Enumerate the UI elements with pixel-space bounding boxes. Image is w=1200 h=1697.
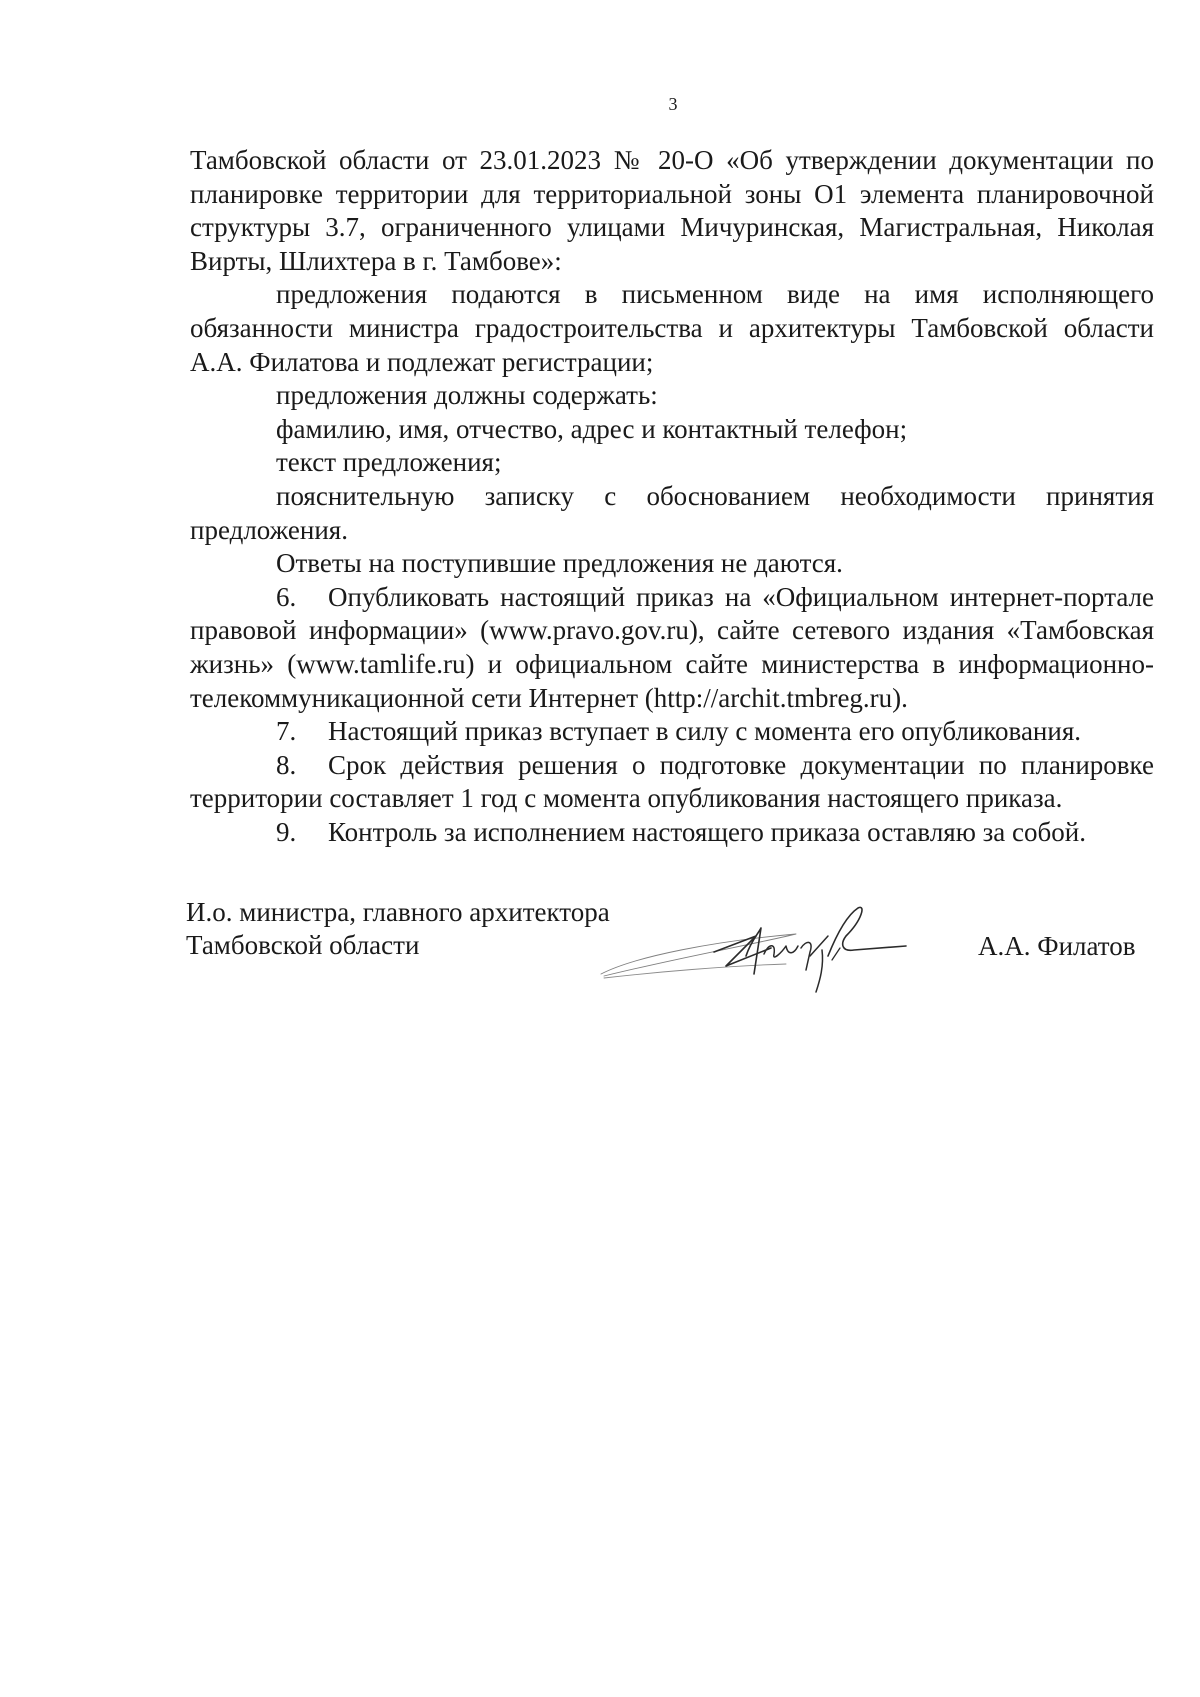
signatory-title-line-1: И.о. министра, главного архитектора — [186, 897, 610, 927]
signature-block — [186, 896, 1166, 962]
item-text: Срок действия решения о подготовке документации по планировке территории составляет 1 год с момента опубликования настоящего приказа. — [190, 749, 1154, 814]
paragraph-no-replies: Ответы на поступившие предложения не даются. — [276, 548, 843, 579]
item-text: Контроль за исполнением настоящего приказа оставляю за собой. — [328, 816, 1086, 847]
paragraph-text: текст предложения; — [276, 447, 502, 478]
item-number: 6. — [276, 581, 297, 612]
item-number: 8. — [276, 749, 297, 780]
paragraph-submission: предложения подаются в письменном виде на имя исполняющего обязанности министра градостроительства и архитектуры Тамбовской области А.А. Филатова и подлежат регистрации; — [190, 279, 1154, 377]
item-text: Опубликовать настоящий приказ на «Официальном интернет-портале правовой информации» (www.pravo.gov.ru), сайте сетевого издания «Тамбовская жизнь» (www.tamlife.ru) и официальном сайте министерства в информационно-телекоммуникационной сети Интернет (http://archit.tmbreg.ru). — [190, 581, 1154, 713]
handwritten-signature — [596, 896, 926, 996]
page-number: 3 — [668, 94, 678, 114]
signatory-title-line-2: Тамбовской области — [186, 930, 420, 960]
item-text: Настоящий приказ вступает в силу с момента его опубликования. — [328, 716, 1081, 747]
paragraph-explanatory-note: пояснительную записку с обоснованием необходимости принятия предложения. — [190, 480, 1154, 545]
list-item-7 — [190, 715, 1154, 749]
list-item-8 — [190, 749, 1154, 816]
intro-paragraph: Тамбовской области от 23.01.2023 № 20-О «Об утверждении документации по планировке территории для территориальной зоны О1 элемента планировочной структуры 3.7, ограниченного улицами Мичуринская, Магистральная, Николая Вирты, Шлихтера в г. Тамбове»: — [190, 145, 1154, 276]
list-item-9 — [190, 816, 1154, 850]
paragraph-requirements: предложения должны содержать: — [276, 380, 658, 411]
list-item-6 — [190, 581, 1154, 715]
item-number: 9. — [276, 816, 297, 847]
document-body — [190, 144, 1154, 849]
item-number: 7. — [276, 716, 297, 747]
paragraph-personal-data: фамилию, имя, отчество, адрес и контактный телефон; — [276, 413, 908, 444]
signatory-name: А.А. Филатов — [978, 931, 1136, 961]
